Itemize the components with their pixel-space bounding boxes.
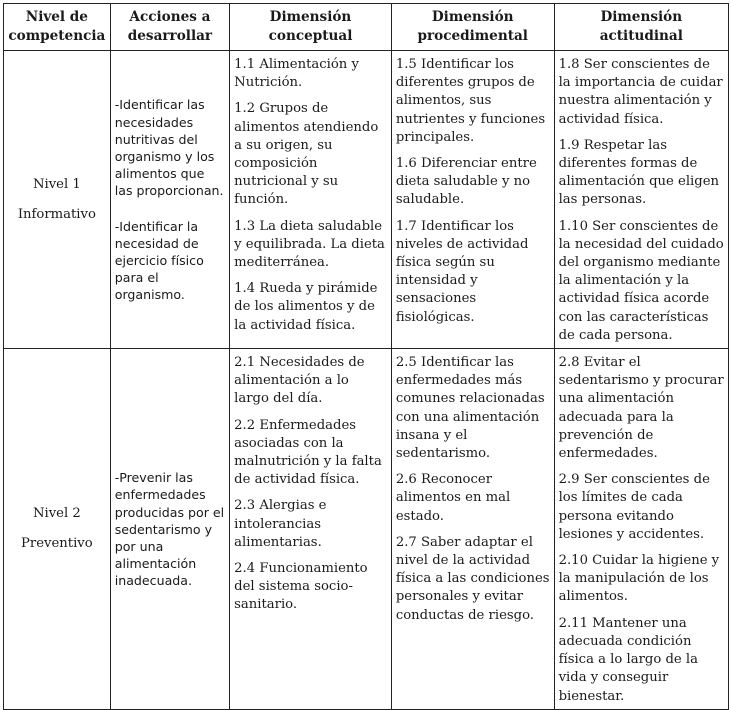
conceptual-item: 2.2 Enfermedades asociadas con la malnutrición y la falta de actividad física. bbox=[234, 417, 382, 488]
level-type: Preventivo bbox=[21, 536, 93, 552]
conceptual-item: 1.2 Grupos de alimentos atendiendo a su origen, su composición nutricional y su función. bbox=[234, 101, 379, 208]
actitudinal-item: 2.8 Evitar el sedentarismo y procurar una alimentación adecuada para la prevención de enfermedades. bbox=[558, 355, 724, 462]
actitudinal-item: 1.8 Ser conscientes de la importancia de cuidar nuestra alimentación y actividad física. bbox=[558, 57, 723, 127]
actitudinal-item: 2.9 Ser conscientes de los límites de cada persona evitando lesiones y accidentes. bbox=[558, 472, 710, 542]
level-name: Nivel 1 bbox=[32, 176, 81, 192]
conceptual-item: 2.4 Funcionamiento del sistema socio-sanitario. bbox=[234, 561, 368, 613]
procedimental-item: 1.7 Identificar los niveles de actividad física según su intensidad y sensaciones fisiológicas. bbox=[395, 218, 529, 325]
level-cell bbox=[4, 51, 111, 349]
conceptual-cell bbox=[230, 51, 392, 349]
procedimental-item: 2.6 Reconocer alimentos en mal estado. bbox=[395, 472, 511, 524]
header-acciones: Acciones a desarrollar bbox=[110, 4, 229, 51]
level-name: Nivel 2 bbox=[32, 506, 81, 522]
actitudinal-item: 1.9 Respetar las diferentes formas de alimentación que eligen las personas. bbox=[558, 137, 719, 208]
actitudinal-cell bbox=[554, 51, 728, 349]
actions-cell bbox=[110, 349, 229, 710]
actitudinal-item: 2.11 Mantener una adecuada condición física a lo largo de la vida y conseguir bienestar. bbox=[558, 615, 698, 704]
header-nivel-competencia: Nivel de competencia bbox=[4, 4, 111, 51]
action-item: -Identificar la necesidad de ejercicio físico para el organismo. bbox=[114, 218, 204, 303]
header-dimension-procedimental: Dimensión procedimental bbox=[391, 4, 554, 51]
action-item: -Prevenir las enfermedades producidas por el sedentarismo y por una alimentación inadecuada. bbox=[114, 470, 225, 589]
conceptual-item: 2.3 Alergias e intolerancias alimentarias. bbox=[234, 498, 327, 550]
actions-cell bbox=[110, 51, 229, 349]
actitudinal-cell bbox=[554, 349, 728, 710]
actitudinal-item: 2.10 Cuidar la higiene y la manipulación de los alimentos. bbox=[558, 553, 720, 605]
table-row bbox=[4, 349, 729, 710]
level-cell bbox=[4, 349, 111, 710]
procedimental-cell bbox=[391, 51, 554, 349]
conceptual-cell bbox=[230, 349, 392, 710]
actitudinal-item: 1.10 Ser conscientes de la necesidad del cuidado del organismo mediante la alimentación y la actividad física acorde con las características de cada persona. bbox=[558, 218, 724, 343]
procedimental-item: 1.5 Identificar los diferentes grupos de alimentos, sus nutrientes y funciones principales. bbox=[395, 57, 546, 145]
procedimental-item: 1.6 Diferenciar entre dieta saludable y no saludable. bbox=[395, 156, 537, 208]
procedimental-item: 2.5 Identificar las enfermedades más comunes relacionadas con una alimentación insana y el sedentarismo. bbox=[395, 355, 545, 462]
action-item: -Identificar las necesidades nutritivas del organismo y los alimentos que las proporcionan. bbox=[114, 97, 224, 199]
conceptual-item: 1.3 La dieta saludable y equilibrada. La dieta mediterránea. bbox=[234, 218, 385, 271]
header-dimension-actitudinal: Dimensión actitudinal bbox=[554, 4, 728, 51]
table-row bbox=[4, 51, 729, 349]
conceptual-item: 1.4 Rueda y pirámide de los alimentos y de la actividad física. bbox=[234, 281, 378, 333]
header-row bbox=[4, 4, 729, 51]
competency-table bbox=[3, 3, 729, 710]
conceptual-item: 1.1 Alimentación y Nutrición. bbox=[234, 57, 359, 91]
header-dimension-conceptual: Dimensión conceptual bbox=[230, 4, 392, 51]
procedimental-item: 2.7 Saber adaptar el nivel de la actividad física a las condiciones personales y evitar conductas de riesgo. bbox=[395, 534, 550, 623]
conceptual-item: 2.1 Necesidades de alimentación a lo largo del día. bbox=[234, 355, 365, 407]
level-type: Informativo bbox=[17, 207, 96, 223]
procedimental-cell bbox=[391, 349, 554, 710]
